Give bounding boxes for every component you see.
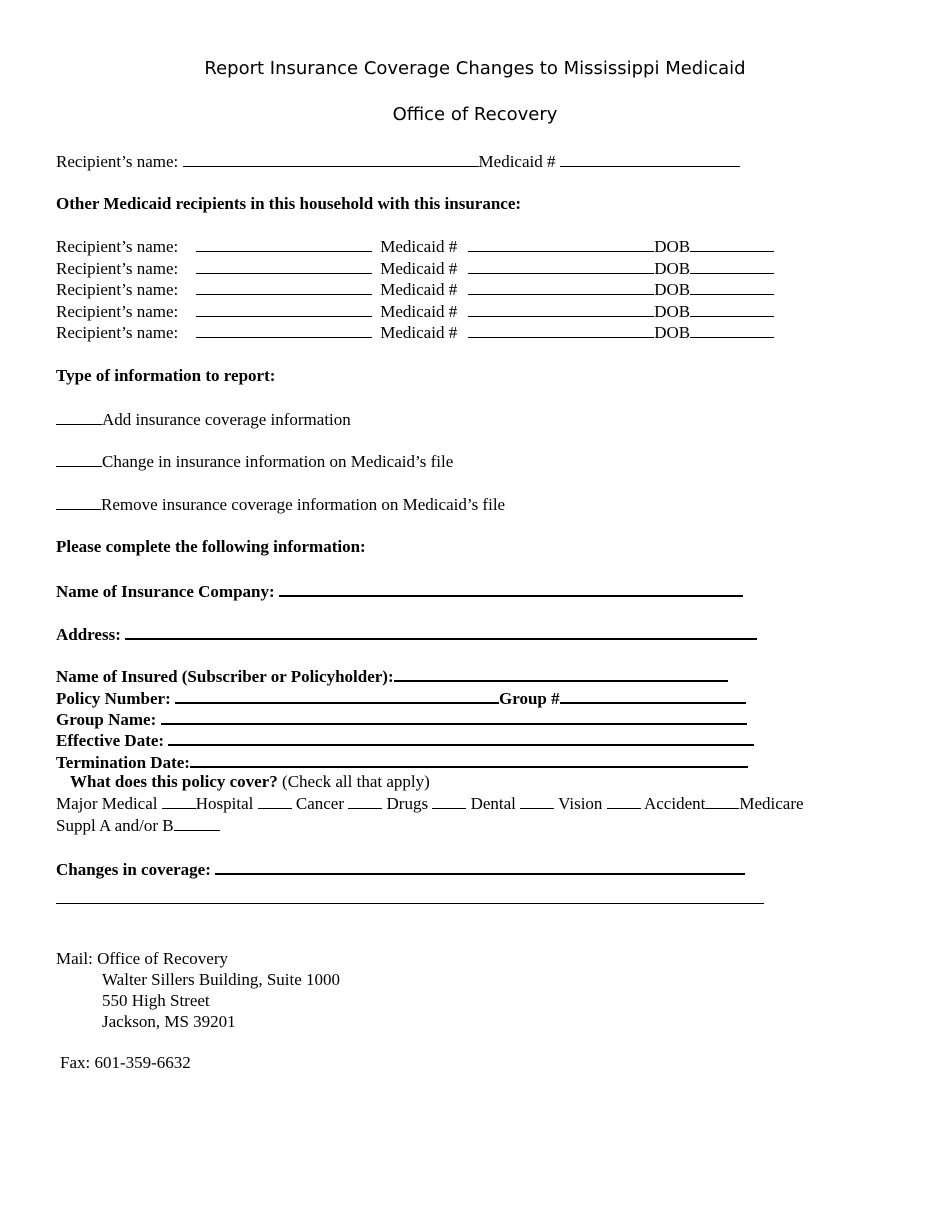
policy-number-label: Policy Number: xyxy=(56,689,171,708)
coverage-drugs-label: Drugs xyxy=(386,794,429,813)
coverage-drugs-checkbox[interactable] xyxy=(432,793,466,809)
recipient-name-field[interactable] xyxy=(183,151,479,167)
household-dob-field[interactable] xyxy=(690,258,774,274)
household-dob-label: DOB xyxy=(654,237,691,256)
insured-field[interactable] xyxy=(394,665,728,682)
option-add-label: Add insurance coverage information xyxy=(102,410,351,429)
household-medicaid-field[interactable] xyxy=(468,279,654,295)
household-dob-field[interactable] xyxy=(690,322,774,338)
household-medicaid-label: Medicaid # xyxy=(380,258,458,278)
coverage-dental-label: Dental xyxy=(470,794,516,813)
coverage-question: What does this policy cover? xyxy=(70,772,278,791)
coverage-cancer-label: Cancer xyxy=(295,794,344,813)
changes-field[interactable] xyxy=(215,858,745,875)
household-medicaid-label: Medicaid # xyxy=(380,280,458,299)
coverage-options-row xyxy=(56,793,804,814)
coverage-cancer-checkbox[interactable] xyxy=(348,793,382,809)
medicaid-number-field[interactable] xyxy=(560,151,740,167)
household-list xyxy=(56,236,774,344)
fax-number: Fax: 601-359-6632 xyxy=(60,1053,191,1072)
household-name-field[interactable] xyxy=(196,279,372,295)
household-row xyxy=(56,322,774,344)
mailing-address xyxy=(56,948,340,1032)
insured-label: Name of Insured (Subscriber or Policyholder): xyxy=(56,667,394,686)
coverage-major-medical-checkbox[interactable] xyxy=(162,793,196,809)
changes-row xyxy=(56,858,745,880)
household-name-field[interactable] xyxy=(196,301,372,317)
address-field[interactable] xyxy=(125,623,757,640)
coverage-medicare-label: Medicare xyxy=(739,794,804,813)
household-medicaid-field[interactable] xyxy=(468,258,654,274)
address-label: Address: xyxy=(56,625,121,644)
household-medicaid-label: Medicaid # xyxy=(380,323,458,342)
household-row xyxy=(56,279,774,301)
changes-continuation-line[interactable] xyxy=(56,903,764,904)
termination-date-field[interactable] xyxy=(190,751,748,768)
company-row xyxy=(56,580,743,602)
company-label: Name of Insurance Company: xyxy=(56,582,275,601)
info-heading: Please complete the following information: xyxy=(56,537,366,556)
household-name-field[interactable] xyxy=(196,322,372,338)
option-add xyxy=(56,409,351,430)
household-name-label: Recipient’s name: xyxy=(56,237,179,256)
household-name-field[interactable] xyxy=(196,258,372,274)
household-dob-field[interactable] xyxy=(690,279,774,295)
option-add-checkbox[interactable] xyxy=(56,409,102,425)
coverage-note: (Check all that apply) xyxy=(282,772,430,791)
insured-row xyxy=(56,665,728,687)
coverage-suppl-label: Suppl A and/or B xyxy=(56,816,174,835)
household-name-label: Recipient’s name: xyxy=(56,301,179,321)
group-name-row xyxy=(56,708,747,730)
form-subtitle: Office of Recovery xyxy=(392,104,558,125)
option-remove xyxy=(56,494,505,515)
household-name-label: Recipient’s name: xyxy=(56,258,179,278)
household-row xyxy=(56,236,774,258)
household-medicaid-field[interactable] xyxy=(468,301,654,317)
termination-date-row xyxy=(56,751,748,773)
household-name-field[interactable] xyxy=(196,236,372,252)
report-type-heading: Type of information to report: xyxy=(56,366,276,385)
household-dob-field[interactable] xyxy=(690,236,774,252)
termination-date-label: Termination Date: xyxy=(56,753,190,772)
mail-line-4: Jackson, MS 39201 xyxy=(102,1012,236,1031)
household-name-label: Recipient’s name: xyxy=(56,323,179,342)
company-field[interactable] xyxy=(279,580,743,597)
coverage-major-medical-label: Major Medical xyxy=(56,794,158,813)
coverage-hospital-label: Hospital xyxy=(195,794,254,813)
recipient-name-label: Recipient’s name: xyxy=(56,152,179,171)
coverage-question-row xyxy=(70,772,430,792)
medicaid-number-label: Medicaid # xyxy=(478,152,556,171)
household-medicaid-label: Medicaid # xyxy=(380,237,458,256)
coverage-medicare-row xyxy=(56,815,220,836)
group-name-field[interactable] xyxy=(161,708,747,725)
coverage-suppl-checkbox[interactable] xyxy=(174,815,220,831)
coverage-vision-checkbox[interactable] xyxy=(607,793,641,809)
household-medicaid-label: Medicaid # xyxy=(380,301,458,321)
household-heading: Other Medicaid recipients in this household with this insurance: xyxy=(56,194,522,213)
mail-line-3: 550 High Street xyxy=(102,991,210,1010)
coverage-dental-checkbox[interactable] xyxy=(520,793,554,809)
policy-number-field[interactable] xyxy=(175,687,499,704)
primary-recipient-row xyxy=(56,151,740,172)
option-remove-label: Remove insurance coverage information on Medicaid’s file xyxy=(101,495,506,514)
option-remove-checkbox[interactable] xyxy=(56,494,101,510)
household-medicaid-field[interactable] xyxy=(468,236,654,252)
household-row xyxy=(56,301,774,323)
option-change-checkbox[interactable] xyxy=(56,451,102,467)
household-dob-label: DOB xyxy=(654,280,691,299)
effective-date-row xyxy=(56,729,754,751)
effective-date-field[interactable] xyxy=(168,729,754,746)
changes-label: Changes in coverage: xyxy=(56,860,211,879)
household-name-label: Recipient’s name: xyxy=(56,280,179,299)
mail-line-2: Walter Sillers Building, Suite 1000 xyxy=(102,970,341,989)
option-change-label: Change in insurance information on Medicaid’s file xyxy=(102,452,454,471)
household-dob-label: DOB xyxy=(654,301,691,321)
coverage-accident-checkbox[interactable] xyxy=(705,793,739,809)
group-number-field[interactable] xyxy=(560,687,746,704)
policy-row xyxy=(56,687,746,709)
address-row xyxy=(56,623,757,645)
household-dob-field[interactable] xyxy=(690,301,774,317)
mail-line-1: Mail: Office of Recovery xyxy=(56,949,228,968)
coverage-accident-label: Accident xyxy=(643,794,706,813)
household-dob-label: DOB xyxy=(654,323,691,342)
household-medicaid-field[interactable] xyxy=(468,322,654,338)
household-dob-label: DOB xyxy=(654,258,691,278)
form-title: Report Insurance Coverage Changes to Mississippi Medicaid xyxy=(204,58,746,79)
coverage-hospital-checkbox[interactable] xyxy=(258,793,292,809)
option-change xyxy=(56,451,453,472)
group-number-label: Group # xyxy=(498,689,560,708)
effective-date-label: Effective Date: xyxy=(56,731,165,750)
household-row xyxy=(56,258,774,280)
coverage-vision-label: Vision xyxy=(558,794,603,813)
group-name-label: Group Name: xyxy=(56,710,157,729)
